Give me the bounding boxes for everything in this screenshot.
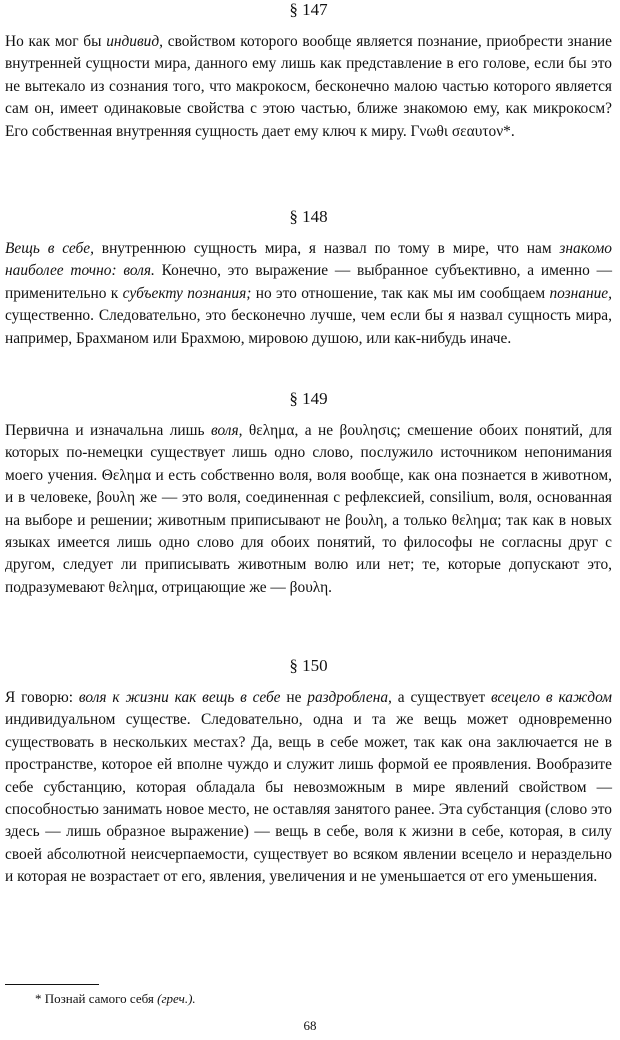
text-run: индивидуальном существе. Следовательно, одна и та же вещь может одновременно существовать в нескольких местах? Да, вещь в себе может, так как она заключается не в пространстве, которое ей вполне чуждо и служит лишь формой ее проявления. Вообразите себе субстанцию, которая обладала бы невозможным в мире явлений свойством — способностью занимать новое место, не оставляя занятого ранее. Эта субстанция (слово это здесь — лишь образное выражение) — вещь в себе, воля к жизни в себе, которая, в силу своей абсолютной неисчерпаемости, существует во всяком явлении всецело и нераздельно и которая не возрастает от его, явления, увеличения и не уменьшается от его уменьшения. bbox=[5, 711, 612, 886]
text-run: внутреннюю сущность мира, я назвал по тому в мире, что нам bbox=[93, 240, 560, 257]
text-run: не bbox=[280, 689, 308, 706]
section-149 bbox=[5, 389, 612, 599]
italic-run: познание, bbox=[549, 284, 612, 302]
italic-run: знакомо наиболее точно: воля. bbox=[5, 240, 612, 280]
italic-run: раздроблена, bbox=[307, 689, 392, 706]
text-run: θελημα, а не βουλησις; смешение обоих понятий, для которых по-немецки существует лишь одно слово, послужило источником непонимания моего учения. Θελημα и есть собственно воля, воля вообще, как она познается в животном, и в человеке, βουλη же — это воля, соединенная с рефлексией, consilium, воля, основанная на выборе и решении; животным приписывают не βουλη, а только θελημα; так как в новых языках имеется лишь одно слово для обоих понятий, то философы не согласны друг с другом, следует ли приписывать животным волю или нет; те, которые допускают это, подразумевают θελημα, отрицающие же — βουλη. bbox=[5, 422, 612, 596]
section-heading: § 149 bbox=[289, 389, 328, 408]
text-run: но это отношение, так как мы им сообщаем bbox=[251, 284, 550, 302]
section-148 bbox=[5, 207, 612, 350]
footnote bbox=[35, 991, 196, 1007]
section-paragraph bbox=[5, 420, 612, 599]
text-run: Первична и изначальна лишь bbox=[5, 422, 211, 439]
section-heading: § 147 bbox=[289, 0, 328, 19]
text-run: свойством которого вообще является познание, приобрести знание внутренней сущности мира, данного ему лишь как представление в его голове, если бы это не вытекало из сознания того, что макрокосм, бесконечно малою частью которого является сам он, имеет одинаковые свойства с этою частью, ближе знакомою ему, как микрокосм? Его собственная внутренняя сущность дает ему ключ к миру. Γνωθι σεαυτον*. bbox=[5, 33, 613, 140]
text-run: Я говорю: bbox=[5, 689, 79, 706]
section-paragraph bbox=[5, 687, 612, 889]
italic-run: субъекту познания; bbox=[122, 284, 252, 302]
text-run: а существует bbox=[391, 689, 492, 706]
section-heading: § 148 bbox=[289, 207, 328, 226]
italic-run: воля к жизни как вещь в себе bbox=[78, 689, 281, 706]
section-heading: § 150 bbox=[289, 656, 328, 675]
page-number: 68 bbox=[303, 1018, 317, 1033]
italic-run: воля, bbox=[210, 422, 243, 439]
text-run: существенно. Следовательно, это бесконечно лучше, чем если бы я назвал сущность мира, например, Брахманом или Брахмою, мировою душою, или как-нибудь иначе. bbox=[5, 307, 612, 347]
section-paragraph bbox=[5, 238, 612, 350]
footnote-italic: (греч.). bbox=[157, 991, 196, 1006]
text-run: Конечно, это выражение — выбранное субъективно, а именно — применительно к bbox=[5, 262, 612, 302]
section-paragraph bbox=[5, 31, 612, 143]
italic-run: индивид, bbox=[106, 33, 164, 50]
italic-run: Вещь в себе, bbox=[5, 240, 94, 257]
section-150 bbox=[5, 656, 612, 889]
text-run: Но как мог бы bbox=[5, 33, 107, 50]
footnote-text: * Познай самого себя bbox=[35, 991, 158, 1006]
section-147 bbox=[5, 0, 612, 143]
italic-run: всецело в каждом bbox=[491, 689, 612, 706]
footnote-divider bbox=[5, 984, 99, 985]
